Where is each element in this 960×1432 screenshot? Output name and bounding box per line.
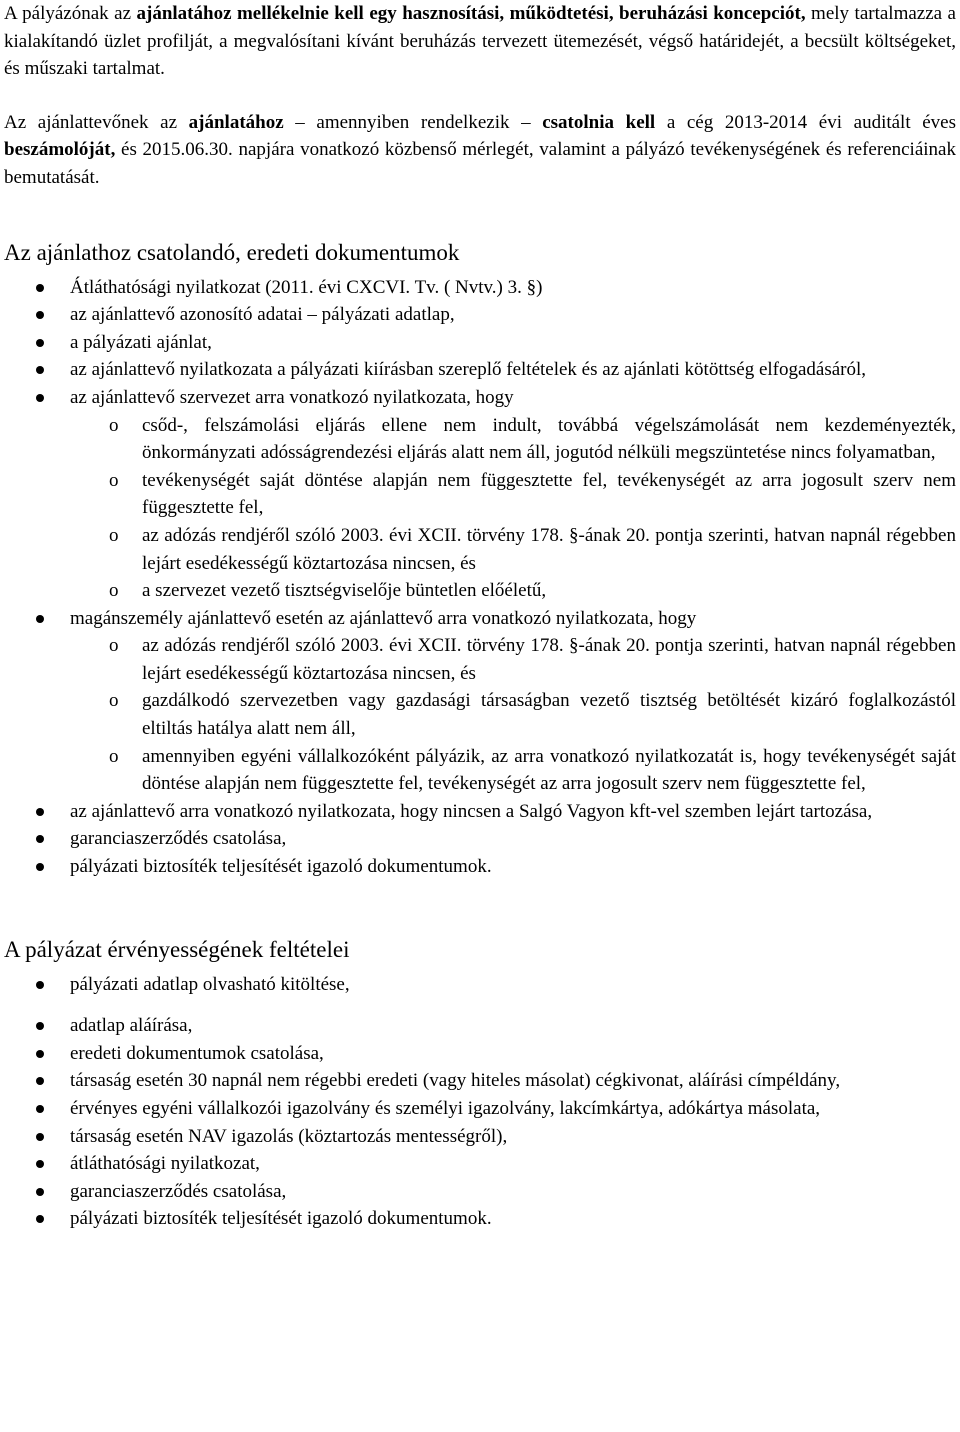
bullet-icon: [36, 1215, 44, 1223]
list-item-text: társaság esetén NAV igazolás (köztartozás mentességről),: [70, 1125, 508, 1147]
bullet-icon: [36, 615, 44, 623]
list-item: [4, 605, 956, 798]
list-item: [4, 274, 956, 302]
list-item: [4, 1067, 956, 1095]
bullet-icon: [36, 1105, 44, 1113]
bullet-icon: [36, 339, 44, 347]
sublist-item-text: tevékenységét saját döntése alapján nem függesztette fel, tevékenységét az arra jogosult szerv nem függesztette fel,: [142, 469, 956, 519]
sublist-item-text: gazdálkodó szervezetben vagy gazdasági társaságban vezető tisztség betöltését kizáró foglalkozástól eltiltás hatálya alatt nem áll,: [142, 690, 956, 740]
sublist-item: [70, 577, 956, 605]
list-item-text: garanciaszerződés csatolása,: [70, 1180, 287, 1202]
circle-marker-icon: o: [109, 635, 119, 657]
list-item: [4, 825, 956, 853]
validity-conditions-list: [4, 971, 956, 1233]
sublist-item: [70, 687, 956, 742]
intro-text: – amennyiben rendelkezik –: [283, 111, 543, 133]
list-item-text: társaság esetén 30 napnál nem régebbi eredeti (vagy hiteles másolat) cégkivonat, aláírási címpéldány,: [70, 1070, 841, 1092]
list-item-text: adatlap aláírása,: [70, 1015, 193, 1037]
list-item: [4, 1123, 956, 1151]
sublist-item-text: az adózás rendjéről szóló 2003. évi XCII. törvény 178. §-ának 20. pontja szerinti, hatvan napnál régebben lejárt esedékességű köztartozása nincsen, és: [142, 635, 956, 684]
bullet-icon: [36, 1160, 44, 1168]
list-item-text: pályázati biztosíték teljesítését igazoló dokumentumok.: [70, 1208, 492, 1230]
list-item: [4, 329, 956, 357]
list-item: [4, 1205, 956, 1233]
bullet-icon: [36, 808, 44, 816]
sublist-item-text: amennyiben egyéni vállalkozóként pályázik, az arra vonatkozó nyilatkozatát is, hogy tevékenységét saját döntése alapján nem függesztette fel, tevékenységét az arra jogosult szerv nem függesztette fel,: [142, 745, 956, 795]
list-item-text: pályázati biztosíték teljesítését igazoló dokumentumok.: [70, 856, 492, 878]
list-item: [4, 384, 956, 605]
organization-declaration-sublist: [70, 412, 956, 605]
list-item: [4, 356, 956, 384]
list-item: [4, 1012, 956, 1040]
list-item-text: az ajánlattevő nyilatkozata a pályázati kiírásban szereplő feltételek és az ajánlati kötöttség elfogadásáról,: [70, 359, 867, 381]
intro-paragraph-concept: [4, 0, 956, 83]
bullet-icon: [36, 1022, 44, 1030]
bullet-icon: [36, 311, 44, 319]
list-item: [4, 1040, 956, 1068]
circle-marker-icon: o: [109, 414, 119, 436]
sublist-item: [70, 412, 956, 467]
bullet-icon: [36, 981, 44, 989]
sublist-item: [70, 522, 956, 577]
private-person-declaration-sublist: [70, 632, 956, 798]
list-item: [4, 853, 956, 881]
circle-marker-icon: o: [109, 524, 119, 546]
sublist-item: [70, 743, 956, 798]
list-item: [4, 1178, 956, 1206]
sublist-item: [70, 467, 956, 522]
list-item: [4, 301, 956, 329]
list-item-text: garanciaszerződés csatolása,: [70, 828, 287, 850]
intro-bold-text: ajánlatához: [188, 111, 284, 133]
intro-bold-text: csatolnia kell: [542, 111, 656, 133]
list-item: [4, 1150, 956, 1178]
list-item-text: az ajánlattevő szervezet arra vonatkozó nyilatkozata, hogy: [70, 386, 514, 408]
intro-paragraph-financials: [4, 109, 956, 192]
intro-bold-text: ajánlatához mellékelnie kell egy hasznosítási, működtetési, beruházási koncepciót,: [136, 3, 806, 24]
list-item-text: eredeti dokumentumok csatolása,: [70, 1042, 324, 1064]
sublist-item: [70, 632, 956, 687]
bullet-icon: [36, 284, 44, 292]
section-heading-validity-conditions: A pályázat érvényességének feltételei: [4, 936, 350, 962]
list-item-text: pályázati adatlap olvasható kitöltése,: [70, 973, 350, 995]
list-item: [4, 971, 956, 999]
required-documents-list: [4, 274, 956, 881]
list-item-text: a pályázati ajánlat,: [70, 331, 212, 353]
circle-marker-icon: o: [109, 580, 119, 602]
bullet-icon: [36, 366, 44, 374]
section-heading-required-documents: Az ajánlathoz csatolandó, eredeti dokumentumok: [4, 239, 460, 265]
intro-bold-text: beszámolóját,: [4, 139, 116, 161]
intro-text: a cég 2013-2014 évi auditált éves: [655, 111, 956, 133]
circle-marker-icon: o: [109, 690, 119, 712]
list-item-text: átláthatósági nyilatkozat,: [70, 1153, 260, 1175]
bullet-icon: [36, 1077, 44, 1085]
intro-text: és 2015.06.30. napjára vonatkozó közbenső mérlegét, valamint a pályázó tevékenységének és referenciáinak bemutatását.: [4, 139, 956, 188]
bullet-icon: [36, 1133, 44, 1141]
intro-text: A pályázónak az: [4, 3, 137, 24]
list-item: [4, 798, 956, 826]
list-item-text: az ajánlattevő arra vonatkozó nyilatkozata, hogy nincsen a Salgó Vagyon kft-vel szemben lejárt tartozása,: [70, 800, 873, 822]
list-item-text: érvényes egyéni vállalkozói igazolvány és személyi igazolvány, lakcímkártya, adókártya másolata,: [70, 1098, 821, 1119]
list-item-text: magánszemély ajánlattevő esetén az ajánlattevő arra vonatkozó nyilatkozata, hogy: [70, 607, 697, 629]
sublist-item-text: a szervezet vezető tisztségviselője büntetlen előéletű,: [142, 580, 547, 602]
sublist-item-text: az adózás rendjéről szóló 2003. évi XCII. törvény 178. §-ának 20. pontja szerinti, hatvan napnál régebben lejárt esedékességű köztartozása nincsen, és: [142, 524, 956, 574]
bullet-icon: [36, 1050, 44, 1058]
bullet-icon: [36, 863, 44, 871]
list-item-text: Átláthatósági nyilatkozat (2011. évi CXCVI. Tv. ( Nvtv.) 3. §): [70, 276, 543, 298]
bullet-icon: [36, 394, 44, 402]
bullet-icon: [36, 835, 44, 843]
intro-text: mely tartalmazza a kialakítandó üzlet profilját, a megvalósítani kívánt beruházás tervezett ütemezését, végső határidejét, a becsült költségeket, és műszaki tartalmat.: [4, 3, 956, 80]
list-item: [4, 1095, 956, 1123]
bullet-icon: [36, 1188, 44, 1196]
circle-marker-icon: o: [109, 745, 119, 767]
intro-text: Az ajánlattevőnek az: [4, 111, 189, 133]
sublist-item-text: csőd-, felszámolási eljárás ellene nem indult, továbbá végelszámolását nem kezdeményezték, önkormányzati adósságrendezési eljárás alatt nem áll, jogutód nélküli megszüntetése nincs folyamatban,: [142, 414, 956, 464]
circle-marker-icon: o: [109, 469, 119, 491]
list-item-text: az ajánlattevő azonosító adatai – pályázati adatlap,: [70, 304, 455, 326]
